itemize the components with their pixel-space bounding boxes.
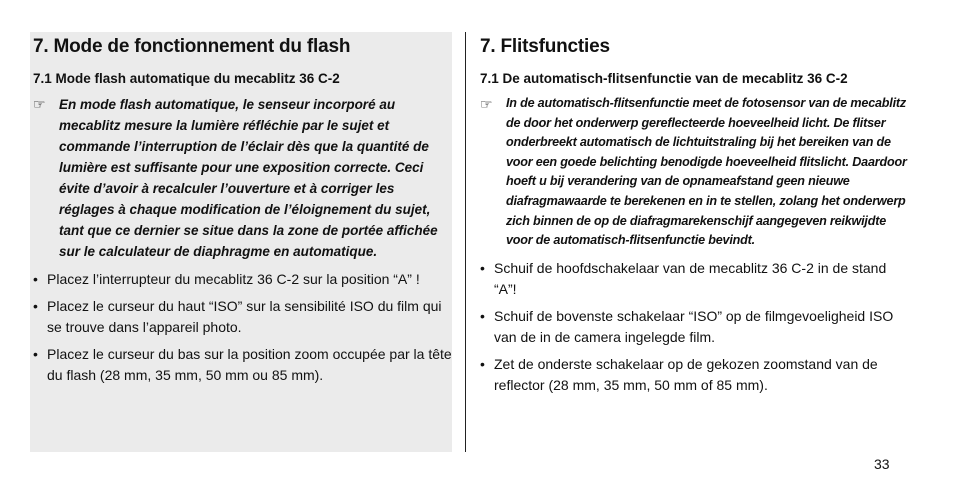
french-column [30, 32, 452, 452]
list-item: • Placez le curseur du bas sur la position zoom occupée par la tête du flash (28 mm, 35 mm, 50 mm ou 85 mm). [33, 344, 452, 386]
note-nl [480, 94, 910, 251]
section-title-nl: 7. Flitsfuncties [480, 36, 610, 57]
bullet-dot: • [480, 355, 485, 372]
pointing-hand-icon: ☞ [33, 96, 46, 112]
bullet-dot: • [33, 271, 38, 287]
list-item: • Schuif de hoofdschakelaar van de mecablitz 36 C-2 in de stand “A”! [480, 258, 910, 300]
page-number: 33 [874, 456, 890, 472]
list-item: • Zet de onderste schakelaar op de gekozen zoomstand van de reflector (28 mm, 35 mm, 50 mm of 85 mm). [480, 354, 910, 396]
instruction-list-nl [480, 258, 910, 396]
subsection-title-nl: 7.1 De automatisch-flitsenfunctie van de mecablitz 36 C-2 [480, 71, 848, 86]
list-item: • Placez l’interrupteur du mecablitz 36 C-2 sur la position “A” ! [33, 269, 452, 290]
subsection-title-fr: 7.1 Mode flash automatique du mecablitz 36 C-2 [33, 71, 340, 86]
section-title-fr: 7. Mode de fonctionnement du flash [33, 36, 351, 57]
list-item: • Placez le curseur du haut “ISO” sur la sensibilité ISO du film qui se trouve dans l’appareil photo. [33, 296, 452, 338]
bullet-dot: • [33, 298, 38, 314]
dutch-column [480, 32, 910, 452]
note-fr [33, 94, 452, 262]
pointing-hand-icon: ☞ [480, 96, 493, 112]
bullet-dot: • [480, 307, 485, 324]
note-text-fr: En mode flash automatique, le senseur incorporé au mecablitz mesure la lumière réfléchie par le sujet et commande l’interruption de l’éclair dès que la quantité de lumière est suffisante pour une exposition correcte. Ceci évite d’avoir à recalculer l’ouverture et à corriger les réglages à chaque modification de l’éloignement du sujet, tant que ce dernier se situe dans la zone de portée affichée sur le calculateur de diaphragme en automatique. [59, 97, 438, 259]
list-item: • Schuif de bovenste schakelaar “ISO” op de filmgevoeligheid ISO van de in de camera ingelegde film. [480, 306, 910, 348]
note-text-nl: In de automatisch-flitsenfunctie meet de fotosensor van de mecablitz de door het onderwerp gereflecteerde hoeveelheid licht. De flitser onderbreekt automatisch de lichtuitstraling bij het bereiken van de voor een goede belichting benodigde hoeveelheid flitslicht. Daardoor hoeft u bij verandering van de opnameafstand geen nieuwe diafragmawaarde te berekenen en in te stellen, zolang het onderwerp zich binnen de op de diafragmarekenschijf aangegeven reikwijdte voor de automatisch-flitsenfunctie bevindt. [506, 96, 907, 248]
instruction-list-fr [33, 269, 452, 386]
bullet-dot: • [480, 259, 485, 276]
bullet-dot: • [33, 346, 38, 362]
column-divider [465, 32, 466, 452]
